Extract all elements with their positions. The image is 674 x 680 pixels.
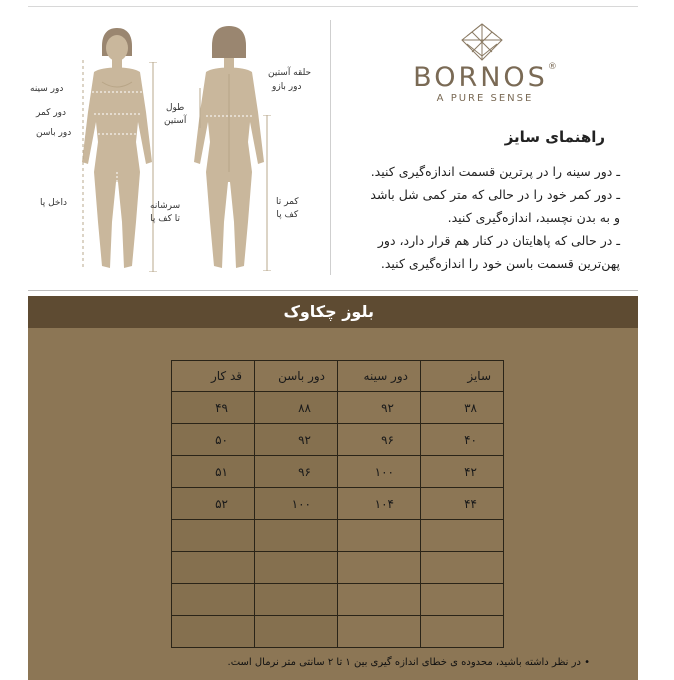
table-cell [255,584,338,616]
top-divider [28,6,638,7]
table-row [172,584,504,616]
table-cell [338,552,421,584]
table-cell: ۱۰۰ [255,488,338,520]
table-cell: ۴۹ [172,392,255,424]
header-hip: دور باسن [255,361,338,392]
label-shoulder-to-floor: سرشانه تا کف پا [150,201,181,224]
size-guide-title: راهنمای سایز [504,128,605,146]
table-cell: ۴۴ [421,488,504,520]
table-cell [172,520,255,552]
front-left-dashes [78,60,88,270]
table-row [172,616,504,648]
guide-line: ـ دور سینه را در پرترین قسمت اندازه‌گیری کنید. [370,164,620,179]
label-inseam: داخل پا [40,198,67,208]
header-size: سایز [421,361,504,392]
table-cell: ۱۰۴ [338,488,421,520]
table-row [172,520,504,552]
trademark-symbol: ® [547,62,557,72]
table-cell: ۸۸ [255,392,338,424]
table-cell: ۹۶ [255,456,338,488]
table-cell [338,616,421,648]
label-armhole: حلقه آستین [268,68,312,78]
label-bust: دور سینه [30,84,64,94]
back-right-ruler [262,115,272,271]
bullet-icon: • [580,657,590,668]
table-cell [421,584,504,616]
back-sleeve-ruler [196,88,204,128]
table-row [172,392,504,424]
table-cell [421,552,504,584]
guide-line: ـ دور کمر خود را در حالی که متر کمی شل باشد [370,187,620,202]
table-cell: ۳۸ [421,392,504,424]
table-cell [338,584,421,616]
brand-name: BORNOS® [413,62,557,93]
table-cell [255,616,338,648]
table-cell [421,616,504,648]
brand-tagline: A PURE SENSE [436,93,534,104]
table-cell [338,520,421,552]
table-cell: ۹۲ [255,424,338,456]
table-cell: ۵۱ [172,456,255,488]
label-hip: دور باسن [36,128,72,138]
brand-logo-icon [458,22,506,62]
table-header-row [172,361,504,392]
table-row [172,424,504,456]
table-cell: ۴۲ [421,456,504,488]
table-cell [172,552,255,584]
guide-line: و به بدن نچسبد، اندازه‌گیری کنید. [447,210,620,225]
table-row [172,488,504,520]
label-upper-arm: دور بازو [272,82,302,92]
header-bust: دور سینه [338,361,421,392]
table-cell [172,584,255,616]
table-cell: ۴۰ [421,424,504,456]
header-length: قد کار [172,361,255,392]
table-cell: ۵۲ [172,488,255,520]
label-waist-to-floor: کمر تا کف پا [276,197,299,220]
table-cell: ۹۲ [338,392,421,424]
size-table [171,360,504,648]
back-body-figure [184,22,274,274]
label-waist: دور کمر [36,108,67,118]
table-cell [172,616,255,648]
table-cell: ۱۰۰ [338,456,421,488]
label-sleeve-length: طول آستین [164,103,187,126]
product-title: بلوز چکاوک [283,302,374,321]
guide-line: پهن‌ترین قسمت باسن خود را اندازه‌گیری کنید. [380,256,620,271]
measurement-footnote: • در نظر داشته باشید، محدوده ی خطای اندازه گیری بین ۱ تا ۲ سانتی متر نرمال است. [227,657,590,668]
guide-line: ـ در حالی که پاهایتان در کنار هم قرار دارد، دور [377,233,620,248]
table-cell [255,552,338,584]
table-cell [421,520,504,552]
section-divider [28,290,638,291]
table-cell: ۵۰ [172,424,255,456]
table-cell [255,520,338,552]
table-cell: ۹۶ [338,424,421,456]
front-right-ruler [148,62,158,272]
table-row [172,552,504,584]
table-row [172,456,504,488]
